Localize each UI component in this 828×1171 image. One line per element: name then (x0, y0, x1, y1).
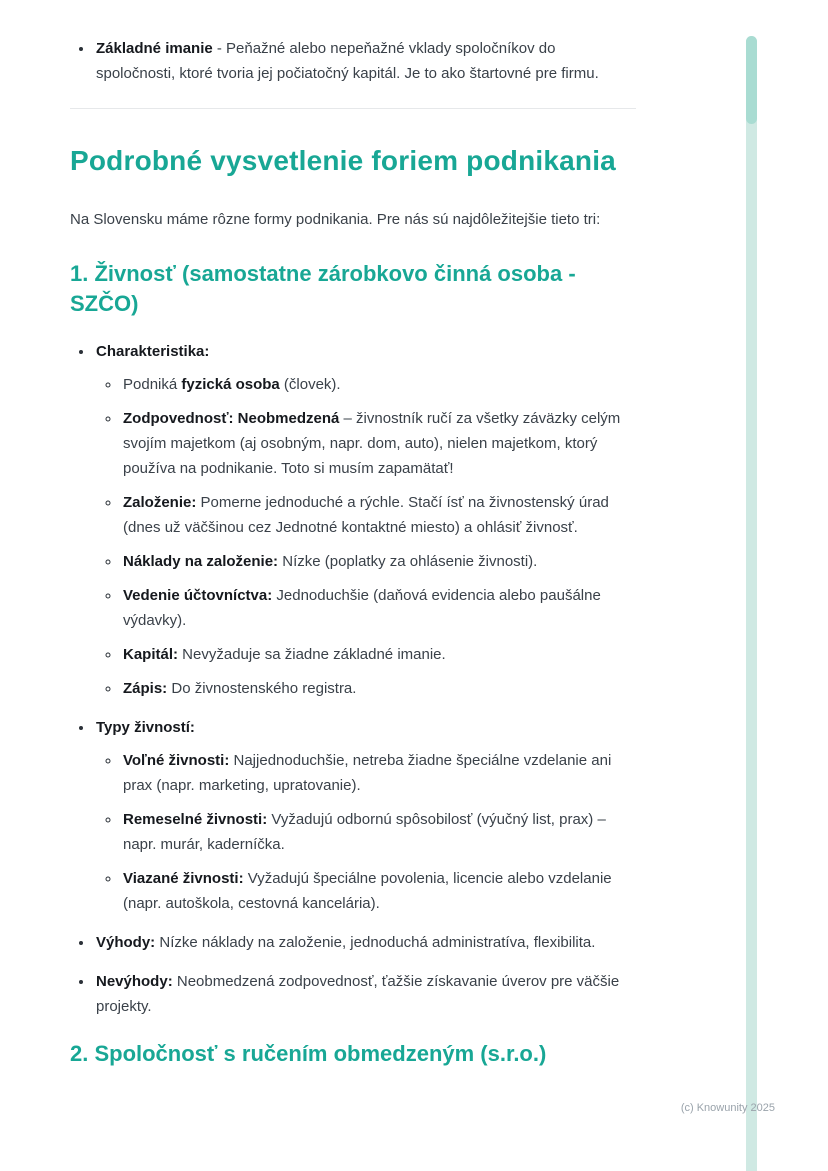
sub-bullet-item (121, 490, 636, 540)
item-text: – živnostník ručí za všetky záväzky celým svojím majetkom (aj osobným, napr. dom, auto), nielen majetkom, ktorý používa na podnikanie. Toto si musím zapamätať! (123, 410, 621, 477)
item-text: Najjednoduchšie, netreba žiadne špeciálne vzdelanie ani prax (napr. marketing, upratovanie). (123, 752, 612, 794)
item-bold: Zodpovednosť: Neobmedzená (123, 410, 340, 427)
item-text: Nevyžaduje sa žiadne základné imanie. (178, 646, 446, 663)
section-divider (70, 108, 636, 109)
document-content (70, 36, 636, 1069)
item-text: Vyžadujú špeciálne povolenia, licencie alebo vzdelanie (napr. autoškola, cestovná kancelária). (123, 870, 612, 912)
main-heading: Podrobné vysvetlenie foriem podnikania (70, 145, 616, 176)
item-bold: Voľné živnosti: (123, 752, 230, 769)
item-text: Podniká (123, 376, 182, 393)
section-2-heading: 2. Spoločnosť s ručením obmedzeným (s.r.o.) (70, 1041, 547, 1066)
intro-paragraph: Na Slovensku máme rôzne formy podnikania. Pre nás sú najdôležitejšie tieto tri: (70, 211, 601, 228)
item-bold: Založenie: (123, 494, 197, 511)
sub-bullet-item (121, 406, 636, 481)
bullet-label: Typy živností: (96, 719, 195, 736)
sub-bullet-item (121, 583, 636, 633)
bullet-label: Charakteristika: (96, 343, 210, 360)
sub-bullet-item (121, 676, 636, 701)
item-bold: Náklady na založenie: (123, 553, 279, 570)
item-text: Do živnostenského registra. (167, 680, 357, 697)
section-1-list (70, 339, 636, 1019)
item-bold: Kapitál: (123, 646, 179, 663)
bullet-item-charakteristika (94, 339, 636, 701)
sub-bullet-item (121, 642, 636, 667)
scrollbar-track[interactable] (746, 36, 757, 1171)
item-text: Neobmedzená zodpovednosť, ťažšie získavanie úverov pre väčšie projekty. (96, 973, 620, 1015)
sub-bullet-item (121, 807, 636, 857)
item-text: Jednoduchšie (daňová evidencia alebo paušálne výdavky). (123, 587, 601, 629)
sub-bullet-item (121, 866, 636, 916)
term-definition: - Peňažné alebo nepeňažné vklady spoločníkov do spoločnosti, ktoré tvoria jej počiatočný kapitál. Je to ako štartovné pre firmu. (96, 40, 599, 82)
scrollbar-thumb[interactable] (746, 36, 757, 124)
typy-sublist (96, 748, 636, 916)
item-text: Nízke náklady na založenie, jednoduchá administratíva, flexibilita. (155, 934, 596, 951)
item-bold: Remeselné živnosti: (123, 811, 268, 828)
bullet-item-nevyhody (94, 969, 636, 1019)
bullet-item-typy-zivnosti (94, 715, 636, 916)
bullet-item-vyhody (94, 930, 636, 955)
sub-bullet-item (121, 549, 636, 574)
item-text: (človek). (279, 376, 341, 393)
item-text: Vyžadujú odbornú spôsobilosť (výučný list, prax) – napr. murár, kaderníčka. (123, 811, 606, 853)
charakteristika-sublist (96, 372, 636, 701)
item-bold: fyzická osoba (181, 376, 280, 393)
term-label: Základné imanie (96, 40, 213, 57)
section-1-heading: 1. Živnosť (samostatne zárobkovo činná osoba - SZČO) (70, 261, 576, 316)
item-text: Nízke (poplatky za ohlásenie živnosti). (278, 553, 538, 570)
item-bold: Nevýhody: (96, 973, 173, 990)
item-bold: Zápis: (123, 680, 168, 697)
copyright-footer: (c) Knowunity 2025 (680, 1102, 775, 1114)
sub-bullet-item (121, 748, 636, 798)
item-bold: Viazané živnosti: (123, 870, 244, 887)
item-bold: Vedenie účtovníctva: (123, 587, 273, 604)
bullet-item-zakladne-imanie (94, 36, 636, 86)
item-text: Pomerne jednoduché a rýchle. Stačí ísť na živnostenský úrad (dnes už väčšinou cez Jednotné kontaktné miesto) a ohlásiť živnosť. (123, 494, 609, 536)
sub-bullet-item (121, 372, 636, 397)
top-bullet-list (70, 36, 636, 86)
item-bold: Výhody: (96, 934, 156, 951)
